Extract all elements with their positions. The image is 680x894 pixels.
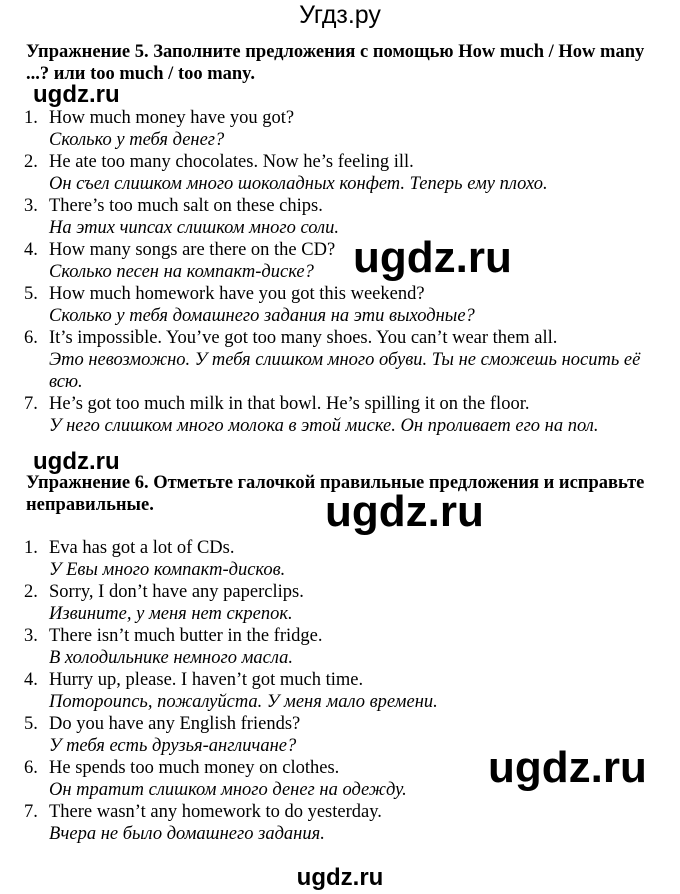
list-item <box>24 195 664 239</box>
english-sentence: He ate too many chocolates. Now he’s feeling ill. <box>49 152 414 172</box>
exercise-5-heading: Упражнение 5. Заполните предложения с помощью How much / How many ...? или too much / too many. <box>26 42 645 84</box>
item-number: 4. <box>24 670 38 690</box>
item-number: 5. <box>24 714 38 734</box>
watermark: ugdz.ru <box>488 743 647 792</box>
site-title: Угдз.ру <box>299 1 381 29</box>
item-number: 1. <box>24 538 38 558</box>
english-sentence: There wasn’t any homework to do yesterday. <box>49 802 382 822</box>
list-item <box>24 625 664 669</box>
item-number: 3. <box>24 196 38 216</box>
item-number: 2. <box>24 152 38 172</box>
russian-translation: Извините, у меня нет скрепок. <box>49 604 293 624</box>
russian-translation: Сколько у тебя домашнего задания на эти выходные? <box>49 306 475 326</box>
list-item <box>24 801 664 845</box>
item-number: 6. <box>24 758 38 778</box>
list-item <box>24 393 664 437</box>
english-sentence: Do you have any English friends? <box>49 714 301 734</box>
list-item <box>24 107 664 151</box>
russian-translation: Потороипсь, пожалуйста. У меня мало времени. <box>49 692 438 712</box>
english-sentence: It’s impossible. You’ve got too many shoes. You can’t wear them all. <box>49 328 558 348</box>
russian-translation: У тебя есть друзья-англичане? <box>49 736 297 756</box>
item-number: 4. <box>24 240 38 260</box>
english-sentence: Sorry, I don’t have any paperclips. <box>49 582 304 602</box>
footer-watermark: ugdz.ru <box>296 864 384 891</box>
watermark: ugdz.ru <box>325 487 484 536</box>
item-number: 7. <box>24 802 38 822</box>
russian-translation: Сколько у тебя денег? <box>49 130 225 150</box>
russian-translation: Вчера не было домашнего задания. <box>49 824 325 844</box>
item-number: 5. <box>24 284 38 304</box>
english-sentence: He spends too much money on clothes. <box>49 758 340 778</box>
watermark: ugdz.ru <box>353 233 512 282</box>
english-sentence: How much money have you got? <box>49 108 295 128</box>
list-item <box>24 581 664 625</box>
russian-translation: У него слишком много молока в этой миске. Он проливает его на пол. <box>49 416 599 436</box>
item-number: 3. <box>24 626 38 646</box>
list-item <box>24 239 664 283</box>
english-sentence: Hurry up, please. I haven’t got much time. <box>49 670 364 690</box>
item-number: 1. <box>24 108 38 128</box>
russian-translation: Сколько песен на компакт-диске? <box>49 262 314 282</box>
english-sentence: He’s got too much milk in that bowl. He’s spilling it on the floor. <box>49 394 530 414</box>
english-sentence: How many songs are there on the CD? <box>49 240 336 260</box>
watermark: ugdz.ru <box>33 81 120 108</box>
list-item <box>24 327 664 393</box>
english-sentence: How much homework have you got this weekend? <box>49 284 425 304</box>
russian-translation: У Евы много компакт-дисков. <box>49 560 286 580</box>
list-item <box>24 537 664 581</box>
item-number: 7. <box>24 394 38 414</box>
item-number: 2. <box>24 582 38 602</box>
list-item <box>24 151 664 195</box>
exercise-6-heading: Упражнение 6. Отметьте галочкой правильные предложения и исправьте неправильные. <box>26 473 645 515</box>
russian-translation: Он съел слишком много шоколадных конфет. Теперь ему плохо. <box>49 174 548 194</box>
item-number: 6. <box>24 328 38 348</box>
english-sentence: There’s too much salt on these chips. <box>49 196 323 216</box>
russian-translation: На этих чипсах слишком много соли. <box>49 218 339 238</box>
russian-translation: Это невозможно. У тебя слишком много обуви. Ты не сможешь носить её всю. <box>49 350 641 392</box>
list-item <box>24 669 664 713</box>
english-sentence: There isn’t much butter in the fridge. <box>49 626 323 646</box>
watermark: ugdz.ru <box>33 448 120 475</box>
english-sentence: Eva has got a lot of CDs. <box>49 538 235 558</box>
russian-translation: В холодильнике немного масла. <box>49 648 294 668</box>
exercise-6-list <box>24 537 664 845</box>
russian-translation: Он тратит слишком много денег на одежду. <box>49 780 407 800</box>
list-item <box>24 283 664 327</box>
exercise-5-list <box>24 107 664 437</box>
